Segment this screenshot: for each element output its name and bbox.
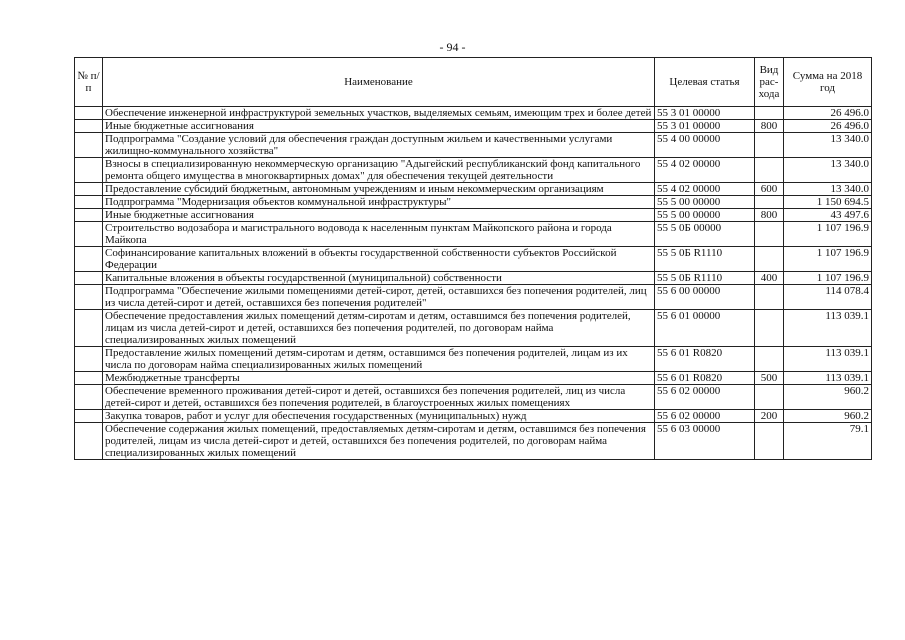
- row-sum-cell: 1 107 196.9: [784, 222, 872, 247]
- row-num-cell: [75, 385, 103, 410]
- table-row: [75, 107, 872, 120]
- row-type-cell: [755, 423, 784, 460]
- table-row: [75, 310, 872, 347]
- table-row: [75, 247, 872, 272]
- row-sum-cell: 13 340.0: [784, 133, 872, 158]
- row-type-cell: [755, 247, 784, 272]
- row-type-cell: 400: [755, 272, 784, 285]
- row-sum-cell: 113 039.1: [784, 372, 872, 385]
- row-code-cell: 55 5 0Б R1110: [655, 272, 755, 285]
- table-row: [75, 196, 872, 209]
- row-num-cell: [75, 410, 103, 423]
- row-type-cell: 600: [755, 183, 784, 196]
- row-type-cell: 800: [755, 120, 784, 133]
- row-num-cell: [75, 285, 103, 310]
- row-name-cell: Обеспечение содержания жилых помещений, предоставляемых детям-сиротам и детям, оставшимся без попечения родителей, лицам из числа детей-сирот и детей, оставшихся без попечения родителей, по договорам найма специализированных жилых помещений: [103, 423, 655, 460]
- row-sum-cell: 960.2: [784, 385, 872, 410]
- table-body: [75, 107, 872, 460]
- table-row: [75, 410, 872, 423]
- row-num-cell: [75, 372, 103, 385]
- row-name-cell: Обеспечение временного проживания детей-сирот и детей, оставшихся без попечения родителей, лиц из числа детей-сирот и детей, оставшихся без попечения родителей, в благоустроенных жилых помещениях: [103, 385, 655, 410]
- table-row: [75, 183, 872, 196]
- row-name-cell: Предоставление жилых помещений детям-сиротам и детям, оставшимся без попечения родителей, лицам из их числа по договорам найма специализированных жилых помещений: [103, 347, 655, 372]
- row-type-cell: 200: [755, 410, 784, 423]
- row-type-cell: [755, 133, 784, 158]
- row-code-cell: 55 5 0Б R1110: [655, 247, 755, 272]
- row-sum-cell: 113 039.1: [784, 310, 872, 347]
- page-number: - 94 -: [439, 40, 466, 54]
- row-type-cell: [755, 107, 784, 120]
- row-num-cell: [75, 120, 103, 133]
- row-code-cell: 55 6 01 R0820: [655, 347, 755, 372]
- row-code-cell: 55 4 00 00000: [655, 133, 755, 158]
- row-code-cell: 55 6 02 00000: [655, 410, 755, 423]
- row-code-cell: 55 6 01 00000: [655, 310, 755, 347]
- row-name-cell: Капитальные вложения в объекты государственной (муниципальной) собственности: [103, 272, 655, 285]
- row-name-cell: Софинансирование капитальных вложений в объекты государственной собственности субъектов Российской Федерации: [103, 247, 655, 272]
- table-row: [75, 158, 872, 183]
- row-sum-cell: 960.2: [784, 410, 872, 423]
- row-sum-cell: 13 340.0: [784, 183, 872, 196]
- row-num-cell: [75, 183, 103, 196]
- row-num-cell: [75, 347, 103, 372]
- row-sum-cell: 26 496.0: [784, 107, 872, 120]
- table-row: [75, 372, 872, 385]
- row-name-cell: Обеспечение инженерной инфраструктурой земельных участков, выделяемых семьям, имеющим трех и более детей: [103, 107, 655, 120]
- table-row: [75, 120, 872, 133]
- row-type-cell: 500: [755, 372, 784, 385]
- row-sum-cell: 13 340.0: [784, 158, 872, 183]
- table-row: [75, 423, 872, 460]
- row-code-cell: 55 5 00 00000: [655, 209, 755, 222]
- row-type-cell: [755, 285, 784, 310]
- header-name: Наименование: [103, 58, 655, 107]
- row-code-cell: 55 6 02 00000: [655, 385, 755, 410]
- row-name-cell: Взносы в специализированную некоммерческую организацию "Адыгейский республиканский фонд капитального ремонта общего имущества в многоквартирных домах" для обеспечения текущей деятельности: [103, 158, 655, 183]
- row-num-cell: [75, 310, 103, 347]
- row-num-cell: [75, 423, 103, 460]
- row-name-cell: Подпрограмма "Создание условий для обеспечения граждан доступным жильем и качественными услугами жилищно-коммунального хозяйства": [103, 133, 655, 158]
- row-num-cell: [75, 222, 103, 247]
- row-type-cell: [755, 222, 784, 247]
- header-type: Вид рас-хода: [755, 58, 784, 107]
- row-num-cell: [75, 272, 103, 285]
- row-name-cell: Подпрограмма "Модернизация объектов коммунальной инфраструктуры": [103, 196, 655, 209]
- row-name-cell: Иные бюджетные ассигнования: [103, 120, 655, 133]
- row-sum-cell: 1 150 694.5: [784, 196, 872, 209]
- row-code-cell: 55 6 01 R0820: [655, 372, 755, 385]
- row-code-cell: 55 4 02 00000: [655, 158, 755, 183]
- table-row: [75, 272, 872, 285]
- row-sum-cell: 43 497.6: [784, 209, 872, 222]
- table-row: [75, 347, 872, 372]
- row-code-cell: 55 6 03 00000: [655, 423, 755, 460]
- row-name-cell: Предоставление субсидий бюджетным, автономным учреждениям и иным некоммерческим организациям: [103, 183, 655, 196]
- row-name-cell: Межбюджетные трансферты: [103, 372, 655, 385]
- row-num-cell: [75, 209, 103, 222]
- header-code: Целевая статья: [655, 58, 755, 107]
- table-row: [75, 209, 872, 222]
- budget-table: [74, 57, 872, 460]
- row-num-cell: [75, 247, 103, 272]
- row-name-cell: Иные бюджетные ассигнования: [103, 209, 655, 222]
- row-name-cell: Обеспечение предоставления жилых помещений детям-сиротам и детям, оставшимся без попечения родителей, лицам из числа детей-сирот и детей, оставшихся без попечения родителей, по договорам найма специализированных жилых помещений: [103, 310, 655, 347]
- header-sum: Сумма на 2018 год: [784, 58, 872, 107]
- row-num-cell: [75, 107, 103, 120]
- row-code-cell: 55 3 01 00000: [655, 107, 755, 120]
- row-sum-cell: 114 078.4: [784, 285, 872, 310]
- row-code-cell: 55 5 00 00000: [655, 196, 755, 209]
- row-code-cell: 55 6 00 00000: [655, 285, 755, 310]
- row-type-cell: [755, 385, 784, 410]
- table-header-row: [75, 58, 872, 107]
- row-type-cell: [755, 347, 784, 372]
- row-name-cell: Подпрограмма "Обеспечение жилыми помещениями детей-сирот, детей, оставшихся без попечения родителей, лиц из числа детей-сирот и детей, оставшихся без попечения родителей": [103, 285, 655, 310]
- table-row: [75, 133, 872, 158]
- row-code-cell: 55 5 0Б 00000: [655, 222, 755, 247]
- row-type-cell: [755, 196, 784, 209]
- row-type-cell: 800: [755, 209, 784, 222]
- table-row: [75, 285, 872, 310]
- row-type-cell: [755, 310, 784, 347]
- row-type-cell: [755, 158, 784, 183]
- row-num-cell: [75, 196, 103, 209]
- row-sum-cell: 1 107 196.9: [784, 247, 872, 272]
- row-sum-cell: 113 039.1: [784, 347, 872, 372]
- row-name-cell: Закупка товаров, работ и услуг для обеспечения государственных (муниципальных) нужд: [103, 410, 655, 423]
- row-code-cell: 55 3 01 00000: [655, 120, 755, 133]
- row-name-cell: Строительство водозабора и магистрального водовода к населенным пунктам Майкопского района и города Майкопа: [103, 222, 655, 247]
- row-code-cell: 55 4 02 00000: [655, 183, 755, 196]
- row-sum-cell: 79.1: [784, 423, 872, 460]
- row-sum-cell: 1 107 196.9: [784, 272, 872, 285]
- table-row: [75, 222, 872, 247]
- table-row: [75, 385, 872, 410]
- row-num-cell: [75, 158, 103, 183]
- row-num-cell: [75, 133, 103, 158]
- row-sum-cell: 26 496.0: [784, 120, 872, 133]
- header-num: № п/п: [75, 58, 103, 107]
